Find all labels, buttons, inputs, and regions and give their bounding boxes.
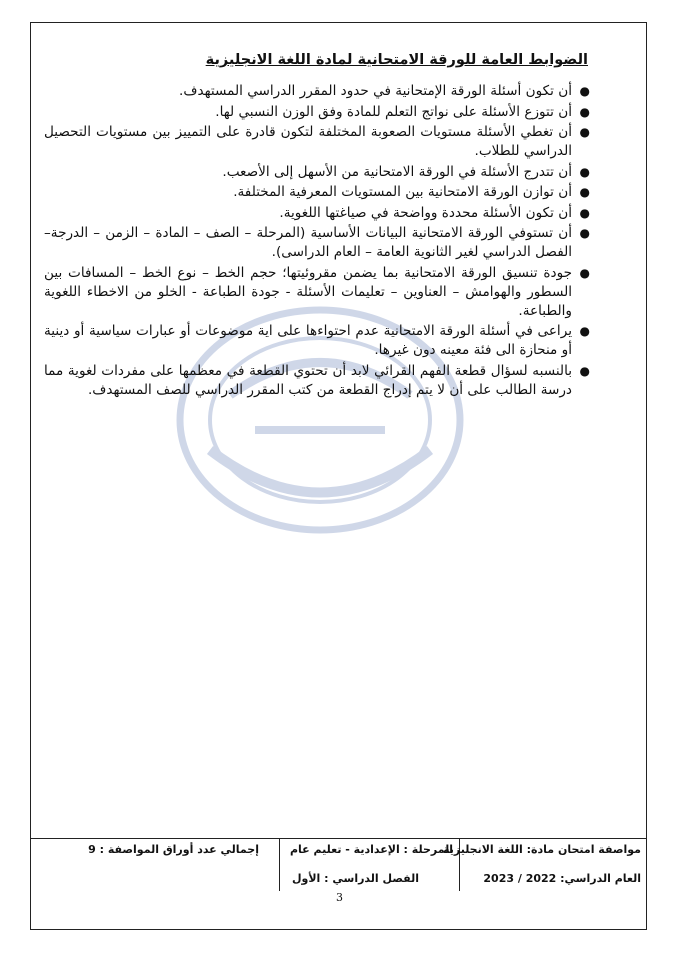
footer-cell-subject <box>443 839 647 891</box>
list-item <box>44 103 592 122</box>
bullet-icon: ● <box>579 363 590 378</box>
bullet-icon: ● <box>579 104 590 119</box>
page-number: 3 <box>336 891 343 904</box>
list-item <box>44 264 592 321</box>
list-item <box>44 123 592 161</box>
bullet-icon: ● <box>579 205 590 220</box>
page-title: الضوابط العامة للورقة الامتحانية لمادة اللغة الانجليزية <box>205 52 588 68</box>
footer-cell-stage <box>279 839 459 891</box>
list-item <box>44 224 592 262</box>
spec-footer-table <box>30 838 647 890</box>
academic-year-label: العام الدراسي: 2022 / 2023 <box>483 872 641 885</box>
stage-label: المرحلة : الإعدادية - تعليم عام <box>289 843 453 856</box>
total-sheets-label: إجمالي عدد أوراق المواصفة : 9 <box>88 843 259 856</box>
rule-text: أن تتدرج الأسئلة في الورقة الامتحانية من الأسهل إلى الأصعب. <box>222 163 572 180</box>
document-body <box>44 52 592 401</box>
rule-text: أن تكون الأسئلة محددة وواضحة في صياغتها اللغوية. <box>279 204 572 221</box>
bullet-icon: ● <box>579 226 590 240</box>
term-label: الفصل الدراسي : الأول <box>291 872 419 885</box>
rule-text: أن تتوزع الأسئلة على نواتج التعلم للمادة وفق الوزن النسبي لها. <box>215 103 572 120</box>
rule-text: جودة تنسيق الورقة الامتحانية بما يضمن مقروئيتها؛ حجم الخط – نوع الخط – المسافات بين السطور والهوامش – العناوين – تعليمات الأسئلة - جودة الطباعة - الخلو من الاخطاء اللغوية والطباعة. <box>44 264 572 319</box>
rule-text: يراعى في أسئلة الورقة الامتحانية عدم احتواءها على اية موضوعات أو عبارات سياسية أو دينية أو منحازة الى فئة معينه دون غيرها. <box>44 323 572 358</box>
rule-text: أن توازن الورقة الامتحانية بين المستويات المعرفية المختلفة. <box>233 184 572 200</box>
list-item <box>44 322 592 360</box>
rules-list <box>44 82 592 400</box>
list-item <box>44 82 592 101</box>
list-item <box>44 362 592 400</box>
bullet-icon: ● <box>579 84 590 98</box>
footer-cell-total <box>30 839 279 891</box>
bullet-icon: ● <box>579 265 590 280</box>
bullet-icon: ● <box>579 164 590 179</box>
list-item <box>44 163 592 182</box>
bullet-icon: ● <box>579 324 590 338</box>
rule-text: أن تغطي الأسئلة مستويات الصعوبة المختلفة لتكون قادرة على التمييز بين مستويات التحصيل الدراسي للطلاب. <box>44 124 572 159</box>
rule-text: أن تكون أسئلة الورقة الإمتحانية في حدود المقرر الدراسي المستهدف. <box>179 83 572 99</box>
list-item <box>44 204 592 223</box>
rule-text: بالنسبه لسؤال قطعة الفهم القرائي لابد أن تحتوي القطعة في معظمها على مفردات لغوية مما درسة الطالب على أن لا يتم إدراج القطعة من كتب المقرر الدراسي للصف المستهدف. <box>44 362 572 398</box>
bullet-icon: ● <box>579 125 590 139</box>
spec-subject-label: مواصفة امتحان مادة: اللغة الانجليزية <box>443 843 641 856</box>
rule-text: أن تستوفي الورقة الامتحانية البيانات الأساسية (المرحلة – الصف – المادة – الزمن – الدرجة– الفصل الدراسي لغير الثانوية العامة – العام الدراسى). <box>44 225 572 260</box>
list-item <box>44 183 592 202</box>
bullet-icon: ● <box>579 185 590 199</box>
